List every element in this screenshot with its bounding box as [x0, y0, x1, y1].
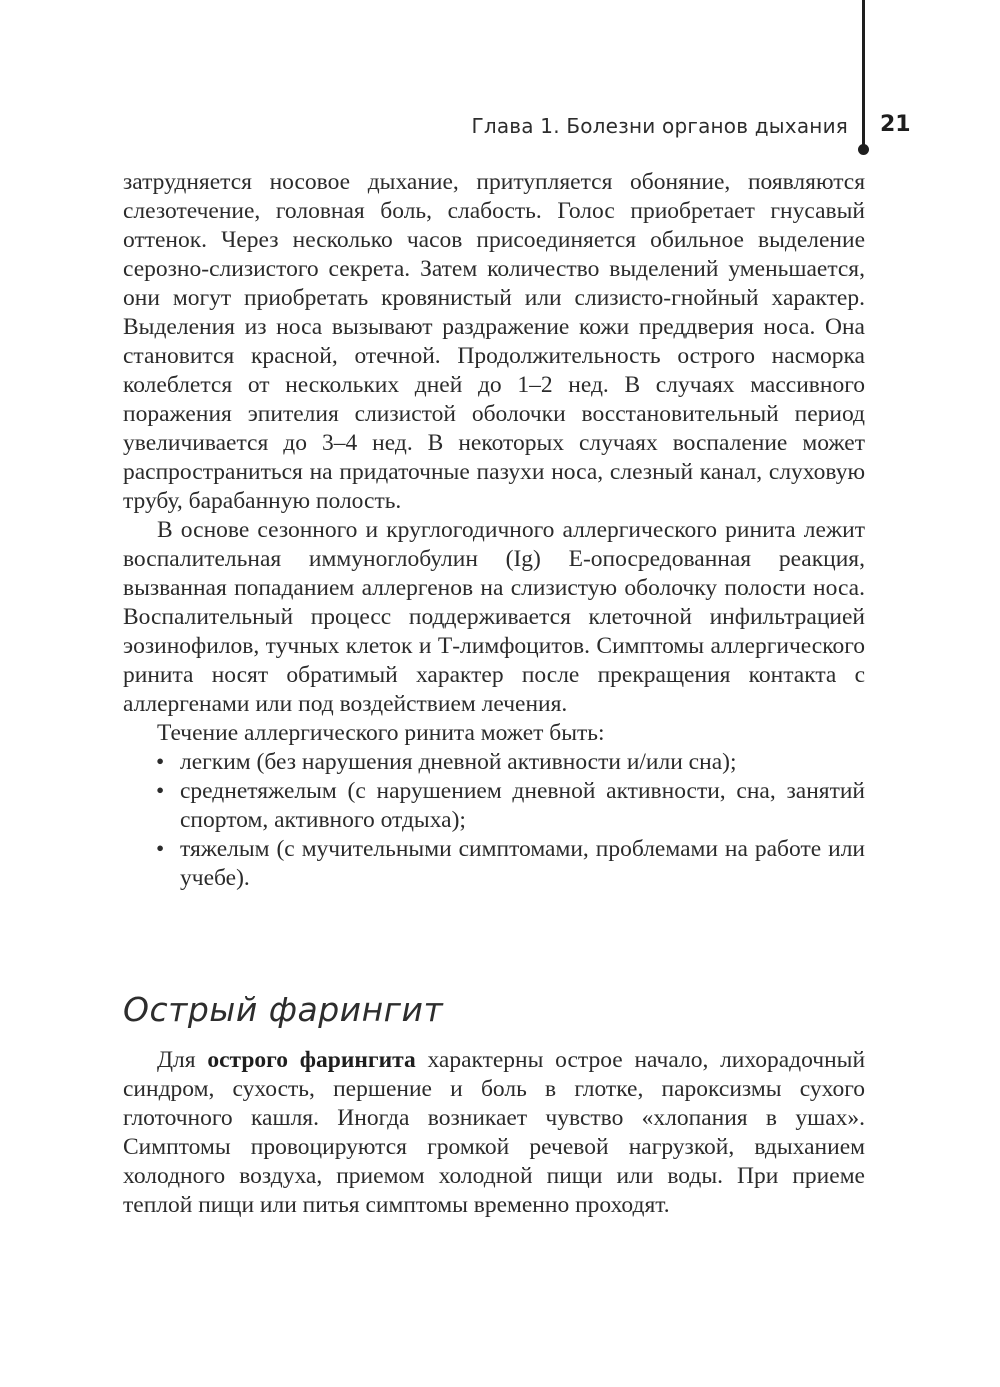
bullet-icon: • [156, 749, 165, 775]
bullet-icon: • [156, 836, 165, 862]
list-item [156, 777, 865, 835]
paragraph-continuation: затрудняется носовое дыхание, притупляется обоняние, появляются слезотечение, головная боль, слабость. Голос приобретает гнусавый оттенок. Через несколько часов присоединяется обильное выделение серозно-слизистого секрета. Затем количество выделений уменьшается, они могут приобретать кровянистый или слизисто-гнойный характер. Выделения из носа вызывают раздражение кожи преддверия носа. Она становится красной, отечной. Продолжительность острого насморка колеблется от нескольких дней до 1–2 нед. В случаях массивного поражения эпителия слизистой оболочки восстановительный период увеличивается до 3–4 нед. В некоторых случаях воспаление может распространиться на придаточные пазухи носа, слезный канал, слуховую трубу, барабанную полость. [123, 169, 865, 514]
running-head: Глава 1. Болезни органов дыхания [471, 114, 848, 138]
bullet-icon: • [156, 778, 165, 804]
list-item-text: легким (без нарушения дневной активности и/или сна); [180, 749, 737, 775]
vertical-rule [862, 0, 865, 148]
list-intro: Течение аллергического ринита может быть: [157, 720, 605, 746]
list-item [156, 835, 865, 893]
lead-word: Для [157, 1047, 196, 1073]
severity-list [123, 748, 865, 893]
paragraph-allergic-rhinitis: В основе сезонного и круглогодичного аллергического ринита лежит воспалительная иммуноглобулин (Ig) E-опосредованная реакция, вызванная попаданием аллергенов на слизистую оболочку полости носа. Воспалительный процесс поддерживается клеточной инфильтрацией эозинофилов, тучных клеток и Т-лимфоцитов. Симптомы аллергического ринита носят обратимый характер после прекращения контакта с аллергенами или под воздействием лечения. [123, 517, 865, 717]
list-item-text: среднетяжелым (с нарушением дневной активности, сна, занятий спортом, активного отдыха); [180, 778, 865, 833]
bold-term: острого фарингита [207, 1047, 416, 1073]
main-text [123, 168, 865, 893]
section-title: Острый фарингит [123, 990, 444, 1029]
paragraph-rest: характерны острое начало, лихорадочный синдром, сухость, першение и боль в глотке, пароксизмы сухого глоточного кашля. Иногда возникает чувство «хлопания в ушах». Симптомы провоцируются громкой речевой нагрузкой, вдыханием холодного воздуха, приемом холодной пищи или воды. При приеме теплой пищи или питья симптомы временно проходят. [123, 1047, 866, 1218]
list-item-text: тяжелым (с мучительными симптомами, проблемами на работе или учебе). [180, 836, 865, 891]
rule-end-dot [858, 144, 869, 155]
paragraph-pharyngitis [123, 1046, 865, 1220]
list-item [156, 748, 865, 777]
page-number: 21 [880, 112, 911, 137]
section-text [123, 1046, 865, 1220]
